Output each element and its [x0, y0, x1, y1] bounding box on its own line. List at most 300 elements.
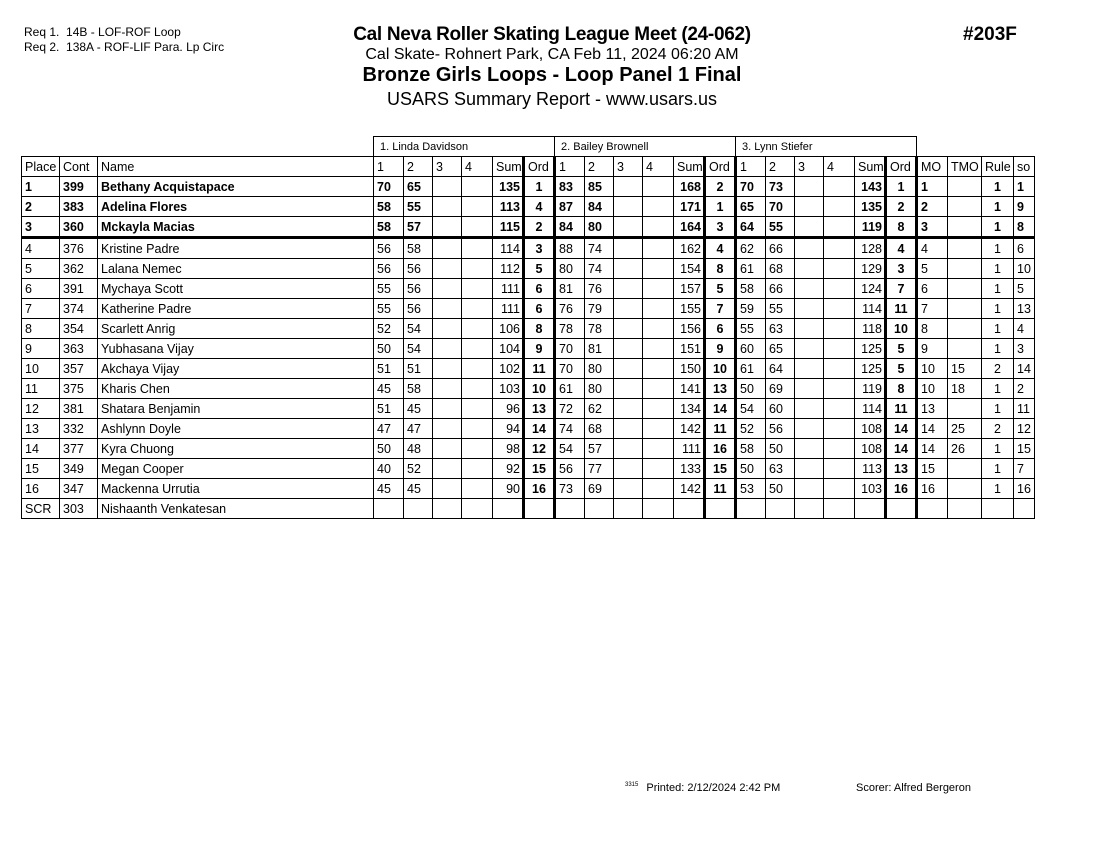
contestant-number-cell: 391 — [60, 279, 98, 299]
mo-cell: 4 — [917, 238, 948, 259]
judge1-mark1-cell — [374, 499, 404, 519]
mo-cell: 8 — [917, 319, 948, 339]
skater-name-cell: Kristine Padre — [98, 238, 374, 259]
judge3-mark3-cell — [795, 379, 824, 399]
rule-cell: 1 — [982, 319, 1014, 339]
judge2-ordinal-cell: 2 — [705, 177, 736, 197]
judge3-mark2-cell: 66 — [766, 238, 795, 259]
table-row — [22, 379, 1035, 399]
judge-3-name: 3. Lynn Stiefer — [736, 137, 917, 157]
judge2-ordinal-cell: 11 — [705, 479, 736, 499]
judge1-sum-cell: 98 — [493, 439, 524, 459]
judge3-ordinal-cell: 10 — [886, 319, 917, 339]
judge2-mark3-cell — [614, 479, 643, 499]
judge3-sum-cell: 125 — [855, 339, 886, 359]
judge2-mark4-cell — [643, 319, 674, 339]
judge2-mark2-cell: 80 — [585, 217, 614, 238]
judge2-ordinal-cell: 3 — [705, 217, 736, 238]
judge1-mark1-cell: 51 — [374, 359, 404, 379]
contestant-number-cell: 303 — [60, 499, 98, 519]
judge3-mark2-cell: 68 — [766, 259, 795, 279]
judge1-ordinal-cell: 8 — [524, 319, 555, 339]
judge1-mark3-cell — [433, 299, 462, 319]
skater-name-cell: Lalana Nemec — [98, 259, 374, 279]
judge2-mark1-cell: 72 — [555, 399, 585, 419]
event-number: #203F — [963, 24, 1017, 45]
judge3-mark1-cell: 60 — [736, 339, 766, 359]
judge1-mark4-cell — [462, 499, 493, 519]
judge1-mark3-cell — [433, 359, 462, 379]
tmo-cell — [948, 238, 982, 259]
mo-cell: 1 — [917, 177, 948, 197]
judge2-sum-cell: 151 — [674, 339, 705, 359]
requirement-2: Req 2. 138A - ROF-LIF Para. Lp Circ — [24, 40, 225, 54]
place-cell: 6 — [22, 279, 60, 299]
tmo-cell — [948, 319, 982, 339]
judge2-mark3-cell — [614, 419, 643, 439]
skater-name-cell: Megan Cooper — [98, 459, 374, 479]
judge2-mark3-cell — [614, 299, 643, 319]
rule-cell: 1 — [982, 197, 1014, 217]
judge1-mark3-cell — [433, 197, 462, 217]
judge2-ordinal-cell: 16 — [705, 439, 736, 459]
mo-cell: 6 — [917, 279, 948, 299]
judge1-ordinal-cell: 13 — [524, 399, 555, 419]
judge1-sum-cell: 94 — [493, 419, 524, 439]
table-row — [22, 177, 1035, 197]
rule-cell: 1 — [982, 399, 1014, 419]
judge3-mark1-cell: 59 — [736, 299, 766, 319]
judge3-mark1-cell: 65 — [736, 197, 766, 217]
judge3-ordinal-cell: 14 — [886, 439, 917, 459]
judge1-mark2-cell: 48 — [404, 439, 433, 459]
judge1-ordinal-cell: 14 — [524, 419, 555, 439]
judge2-mark4-cell — [643, 279, 674, 299]
judge2-mark4-cell — [643, 259, 674, 279]
so-cell: 6 — [1014, 238, 1035, 259]
column-header-judge2-mark1: 1 — [555, 157, 585, 177]
judge1-mark1-cell: 55 — [374, 279, 404, 299]
place-cell: 8 — [22, 319, 60, 339]
judge2-mark4-cell — [643, 499, 674, 519]
judge3-sum-cell: 128 — [855, 238, 886, 259]
skater-name-cell: Mackenna Urrutia — [98, 479, 374, 499]
column-header-judge3-ord: Ord — [886, 157, 917, 177]
table-row — [22, 299, 1035, 319]
contestant-number-cell: 377 — [60, 439, 98, 459]
judge2-mark4-cell — [643, 459, 674, 479]
judge3-ordinal-cell: 5 — [886, 359, 917, 379]
judge3-sum-cell: 114 — [855, 399, 886, 419]
judge3-mark3-cell — [795, 439, 824, 459]
judge2-mark1-cell: 83 — [555, 177, 585, 197]
column-header-judge3-mark3: 3 — [795, 157, 824, 177]
report-header — [302, 24, 802, 110]
judge1-mark3-cell — [433, 259, 462, 279]
judge3-mark4-cell — [824, 279, 855, 299]
judge2-mark4-cell — [643, 238, 674, 259]
judge2-sum-cell: 134 — [674, 399, 705, 419]
meet-title: Cal Neva Roller Skating League Meet (24-062) — [353, 24, 751, 45]
judge2-sum-cell — [674, 499, 705, 519]
requirements-block — [24, 25, 224, 55]
tmo-cell — [948, 339, 982, 359]
judge3-mark4-cell — [824, 379, 855, 399]
judge1-mark2-cell: 45 — [404, 399, 433, 419]
judge3-mark1-cell: 61 — [736, 359, 766, 379]
judge3-sum-cell: 113 — [855, 459, 886, 479]
rule-cell: 1 — [982, 479, 1014, 499]
judge1-mark4-cell — [462, 459, 493, 479]
skater-name-cell: Adelina Flores — [98, 197, 374, 217]
judge2-mark3-cell — [614, 217, 643, 238]
judge2-sum-cell: 150 — [674, 359, 705, 379]
judge1-sum-cell: 114 — [493, 238, 524, 259]
judge2-ordinal-cell: 1 — [705, 197, 736, 217]
judge2-mark4-cell — [643, 359, 674, 379]
judge3-mark4-cell — [824, 177, 855, 197]
judge1-mark1-cell: 50 — [374, 439, 404, 459]
column-header-row — [22, 157, 1035, 177]
column-header-judge2-mark2: 2 — [585, 157, 614, 177]
judge1-mark4-cell — [462, 419, 493, 439]
so-cell: 12 — [1014, 419, 1035, 439]
table-row — [22, 479, 1035, 499]
judge1-sum-cell: 112 — [493, 259, 524, 279]
judge1-mark4-cell — [462, 259, 493, 279]
judge3-mark4-cell — [824, 399, 855, 419]
judge3-mark2-cell: 55 — [766, 299, 795, 319]
judge2-mark3-cell — [614, 259, 643, 279]
judge1-sum-cell: 106 — [493, 319, 524, 339]
judge2-mark2-cell: 69 — [585, 479, 614, 499]
column-header-so: so — [1014, 157, 1035, 177]
judge3-ordinal-cell: 4 — [886, 238, 917, 259]
judge3-ordinal-cell: 8 — [886, 217, 917, 238]
place-cell: 3 — [22, 217, 60, 238]
judge2-mark2-cell: 80 — [585, 379, 614, 399]
place-cell: 10 — [22, 359, 60, 379]
judge3-mark4-cell — [824, 359, 855, 379]
judge1-mark4-cell — [462, 479, 493, 499]
judge1-ordinal-cell: 1 — [524, 177, 555, 197]
judge2-mark1-cell: 88 — [555, 238, 585, 259]
judge1-sum-cell: 113 — [493, 197, 524, 217]
requirement-1: Req 1. 14B - LOF-ROF Loop — [24, 25, 181, 39]
skater-name-cell: Shatara Benjamin — [98, 399, 374, 419]
judge2-sum-cell: 157 — [674, 279, 705, 299]
judge1-mark4-cell — [462, 379, 493, 399]
judge1-sum-cell: 115 — [493, 217, 524, 238]
column-header-place: Place — [22, 157, 60, 177]
table-row — [22, 339, 1035, 359]
column-header-judge1-mark4: 4 — [462, 157, 493, 177]
judge2-ordinal-cell: 9 — [705, 339, 736, 359]
judge3-mark3-cell — [795, 319, 824, 339]
so-cell: 11 — [1014, 399, 1035, 419]
contestant-number-cell: 347 — [60, 479, 98, 499]
rule-cell: 2 — [982, 419, 1014, 439]
judge3-sum-cell — [855, 499, 886, 519]
mo-cell: 10 — [917, 359, 948, 379]
judge1-mark3-cell — [433, 319, 462, 339]
judge2-mark4-cell — [643, 197, 674, 217]
judge3-sum-cell: 143 — [855, 177, 886, 197]
judge1-mark4-cell — [462, 319, 493, 339]
place-cell: 2 — [22, 197, 60, 217]
judge3-mark2-cell: 60 — [766, 399, 795, 419]
column-header-cont: Cont — [60, 157, 98, 177]
judge1-mark3-cell — [433, 217, 462, 238]
tmo-cell — [948, 197, 982, 217]
column-header-judge2-ord: Ord — [705, 157, 736, 177]
judge1-ordinal-cell: 10 — [524, 379, 555, 399]
judge3-mark4-cell — [824, 439, 855, 459]
rule-cell: 1 — [982, 339, 1014, 359]
judge3-mark1-cell: 64 — [736, 217, 766, 238]
judge2-mark1-cell: 84 — [555, 217, 585, 238]
judge2-sum-cell: 168 — [674, 177, 705, 197]
mo-cell: 9 — [917, 339, 948, 359]
judge3-mark3-cell — [795, 259, 824, 279]
judge3-mark4-cell — [824, 459, 855, 479]
judge2-ordinal-cell: 15 — [705, 459, 736, 479]
judge3-mark1-cell: 52 — [736, 419, 766, 439]
table-row — [22, 419, 1035, 439]
judge-2-name: 2. Bailey Brownell — [555, 137, 736, 157]
judge3-mark3-cell — [795, 399, 824, 419]
judge1-mark2-cell: 47 — [404, 419, 433, 439]
scorer-info: Scorer: Alfred Bergeron — [856, 782, 971, 794]
judge1-mark1-cell: 56 — [374, 238, 404, 259]
judge1-mark3-cell — [433, 499, 462, 519]
place-cell: 11 — [22, 379, 60, 399]
judge3-mark2-cell: 73 — [766, 177, 795, 197]
rule-cell: 1 — [982, 459, 1014, 479]
skater-name-cell: Mychaya Scott — [98, 279, 374, 299]
judge3-mark3-cell — [795, 479, 824, 499]
judge1-mark1-cell: 58 — [374, 197, 404, 217]
judge1-mark4-cell — [462, 197, 493, 217]
column-header-judge2-mark4: 4 — [643, 157, 674, 177]
column-header-judge3-sum: Sum — [855, 157, 886, 177]
judge2-mark1-cell: 56 — [555, 459, 585, 479]
so-cell: 9 — [1014, 197, 1035, 217]
judge3-mark4-cell — [824, 339, 855, 359]
judge2-mark3-cell — [614, 399, 643, 419]
judge2-mark2-cell: 57 — [585, 439, 614, 459]
column-header-judge1-mark3: 3 — [433, 157, 462, 177]
judges-header-row — [22, 137, 1035, 157]
place-cell: 9 — [22, 339, 60, 359]
tmo-cell — [948, 177, 982, 197]
judge2-ordinal-cell: 6 — [705, 319, 736, 339]
judge2-mark3-cell — [614, 197, 643, 217]
judge-1-name: 1. Linda Davidson — [374, 137, 555, 157]
judge1-mark2-cell: 56 — [404, 259, 433, 279]
skater-name-cell: Yubhasana Vijay — [98, 339, 374, 359]
judge3-mark1-cell: 70 — [736, 177, 766, 197]
judge2-mark1-cell: 74 — [555, 419, 585, 439]
judge2-mark4-cell — [643, 419, 674, 439]
judge3-mark3-cell — [795, 197, 824, 217]
judge3-sum-cell: 114 — [855, 299, 886, 319]
judge1-mark1-cell: 70 — [374, 177, 404, 197]
rule-cell: 1 — [982, 439, 1014, 459]
judge2-sum-cell: 156 — [674, 319, 705, 339]
judge1-mark2-cell: 52 — [404, 459, 433, 479]
so-cell — [1014, 499, 1035, 519]
judge3-ordinal-cell — [886, 499, 917, 519]
judge2-mark2-cell: 85 — [585, 177, 614, 197]
so-cell: 5 — [1014, 279, 1035, 299]
judge2-mark2-cell: 77 — [585, 459, 614, 479]
judge2-ordinal-cell: 4 — [705, 238, 736, 259]
tmo-cell: 26 — [948, 439, 982, 459]
judge2-mark4-cell — [643, 439, 674, 459]
judge1-mark4-cell — [462, 339, 493, 359]
judges-header-spacer-right — [917, 137, 1035, 157]
contestant-number-cell: 357 — [60, 359, 98, 379]
so-cell: 8 — [1014, 217, 1035, 238]
judge1-mark2-cell: 57 — [404, 217, 433, 238]
judge2-ordinal-cell: 14 — [705, 399, 736, 419]
report-subtitle: USARS Summary Report - www.usars.us — [386, 89, 718, 109]
printed-date: Printed: 2/12/2024 2:42 PM — [646, 782, 781, 794]
rule-cell: 1 — [982, 177, 1014, 197]
column-header-mo: MO — [917, 157, 948, 177]
so-cell: 7 — [1014, 459, 1035, 479]
judge1-mark2-cell: 56 — [404, 279, 433, 299]
judge1-mark1-cell: 52 — [374, 319, 404, 339]
judge3-mark1-cell: 55 — [736, 319, 766, 339]
judge2-mark2-cell — [585, 499, 614, 519]
place-cell: SCR — [22, 499, 60, 519]
judge2-mark1-cell: 73 — [555, 479, 585, 499]
judge1-sum-cell: 96 — [493, 399, 524, 419]
meet-location: Cal Skate- Rohnert Park, CA Feb 11, 2024 06:20 AM — [365, 46, 739, 63]
table-row — [22, 197, 1035, 217]
judge3-sum-cell: 119 — [855, 379, 886, 399]
contestant-number-cell: 381 — [60, 399, 98, 419]
judge2-mark1-cell — [555, 499, 585, 519]
place-cell: 13 — [22, 419, 60, 439]
judge1-mark2-cell — [404, 499, 433, 519]
judge3-mark3-cell — [795, 299, 824, 319]
mo-cell: 5 — [917, 259, 948, 279]
contestant-number-cell: 354 — [60, 319, 98, 339]
tmo-cell — [948, 479, 982, 499]
mo-cell: 10 — [917, 379, 948, 399]
judge3-mark2-cell: 55 — [766, 217, 795, 238]
rule-cell: 1 — [982, 259, 1014, 279]
judge2-mark1-cell: 70 — [555, 339, 585, 359]
skater-name-cell: Kharis Chen — [98, 379, 374, 399]
judge3-mark1-cell: 58 — [736, 279, 766, 299]
place-cell: 15 — [22, 459, 60, 479]
judge3-ordinal-cell: 14 — [886, 419, 917, 439]
mo-cell: 3 — [917, 217, 948, 238]
judge3-mark1-cell: 58 — [736, 439, 766, 459]
judge2-sum-cell: 111 — [674, 439, 705, 459]
judge3-mark1-cell — [736, 499, 766, 519]
judge3-ordinal-cell: 13 — [886, 459, 917, 479]
judge1-sum-cell: 92 — [493, 459, 524, 479]
judge1-mark3-cell — [433, 479, 462, 499]
judge2-mark1-cell: 80 — [555, 259, 585, 279]
column-header-judge2-mark3: 3 — [614, 157, 643, 177]
judge3-mark2-cell: 50 — [766, 479, 795, 499]
judge2-sum-cell: 171 — [674, 197, 705, 217]
judge1-mark3-cell — [433, 399, 462, 419]
judge2-ordinal-cell: 10 — [705, 359, 736, 379]
judge1-ordinal-cell: 16 — [524, 479, 555, 499]
judge1-ordinal-cell: 2 — [524, 217, 555, 238]
judge3-mark3-cell — [795, 217, 824, 238]
judge1-mark1-cell: 51 — [374, 399, 404, 419]
judge2-mark4-cell — [643, 479, 674, 499]
judge3-sum-cell: 108 — [855, 419, 886, 439]
place-cell: 1 — [22, 177, 60, 197]
judge2-mark2-cell: 62 — [585, 399, 614, 419]
judge2-mark3-cell — [614, 499, 643, 519]
printed-info — [625, 782, 780, 794]
judge1-mark3-cell — [433, 439, 462, 459]
column-header-judge1-mark1: 1 — [374, 157, 404, 177]
judge1-mark1-cell: 50 — [374, 339, 404, 359]
judge3-mark4-cell — [824, 217, 855, 238]
judge1-mark2-cell: 54 — [404, 319, 433, 339]
contestant-number-cell: 376 — [60, 238, 98, 259]
judge1-mark4-cell — [462, 238, 493, 259]
judge1-sum-cell: 103 — [493, 379, 524, 399]
judge1-mark3-cell — [433, 279, 462, 299]
judge2-mark3-cell — [614, 339, 643, 359]
judge2-ordinal-cell: 8 — [705, 259, 736, 279]
judge2-ordinal-cell: 7 — [705, 299, 736, 319]
judge3-mark3-cell — [795, 499, 824, 519]
judge3-mark2-cell: 56 — [766, 419, 795, 439]
judge3-mark4-cell — [824, 197, 855, 217]
judge2-mark2-cell: 74 — [585, 259, 614, 279]
judge3-mark2-cell: 65 — [766, 339, 795, 359]
judge1-ordinal-cell: 11 — [524, 359, 555, 379]
judge3-mark1-cell: 62 — [736, 238, 766, 259]
judge1-mark2-cell: 58 — [404, 379, 433, 399]
judge2-mark3-cell — [614, 459, 643, 479]
mo-cell: 15 — [917, 459, 948, 479]
judge3-sum-cell: 124 — [855, 279, 886, 299]
judge2-mark1-cell: 54 — [555, 439, 585, 459]
event-title: Bronze Girls Loops - Loop Panel 1 Final — [362, 64, 742, 86]
judge3-mark2-cell: 69 — [766, 379, 795, 399]
mo-cell: 13 — [917, 399, 948, 419]
so-cell: 14 — [1014, 359, 1035, 379]
judge3-mark2-cell: 64 — [766, 359, 795, 379]
rule-cell: 2 — [982, 359, 1014, 379]
rule-cell: 1 — [982, 217, 1014, 238]
rule-cell: 1 — [982, 299, 1014, 319]
table-row — [22, 259, 1035, 279]
judge1-sum-cell: 111 — [493, 279, 524, 299]
judge1-ordinal-cell: 15 — [524, 459, 555, 479]
contestant-number-cell: 399 — [60, 177, 98, 197]
column-header-judge1-ord: Ord — [524, 157, 555, 177]
so-cell: 13 — [1014, 299, 1035, 319]
judge3-mark1-cell: 50 — [736, 379, 766, 399]
judge3-sum-cell: 118 — [855, 319, 886, 339]
judge1-sum-cell: 104 — [493, 339, 524, 359]
